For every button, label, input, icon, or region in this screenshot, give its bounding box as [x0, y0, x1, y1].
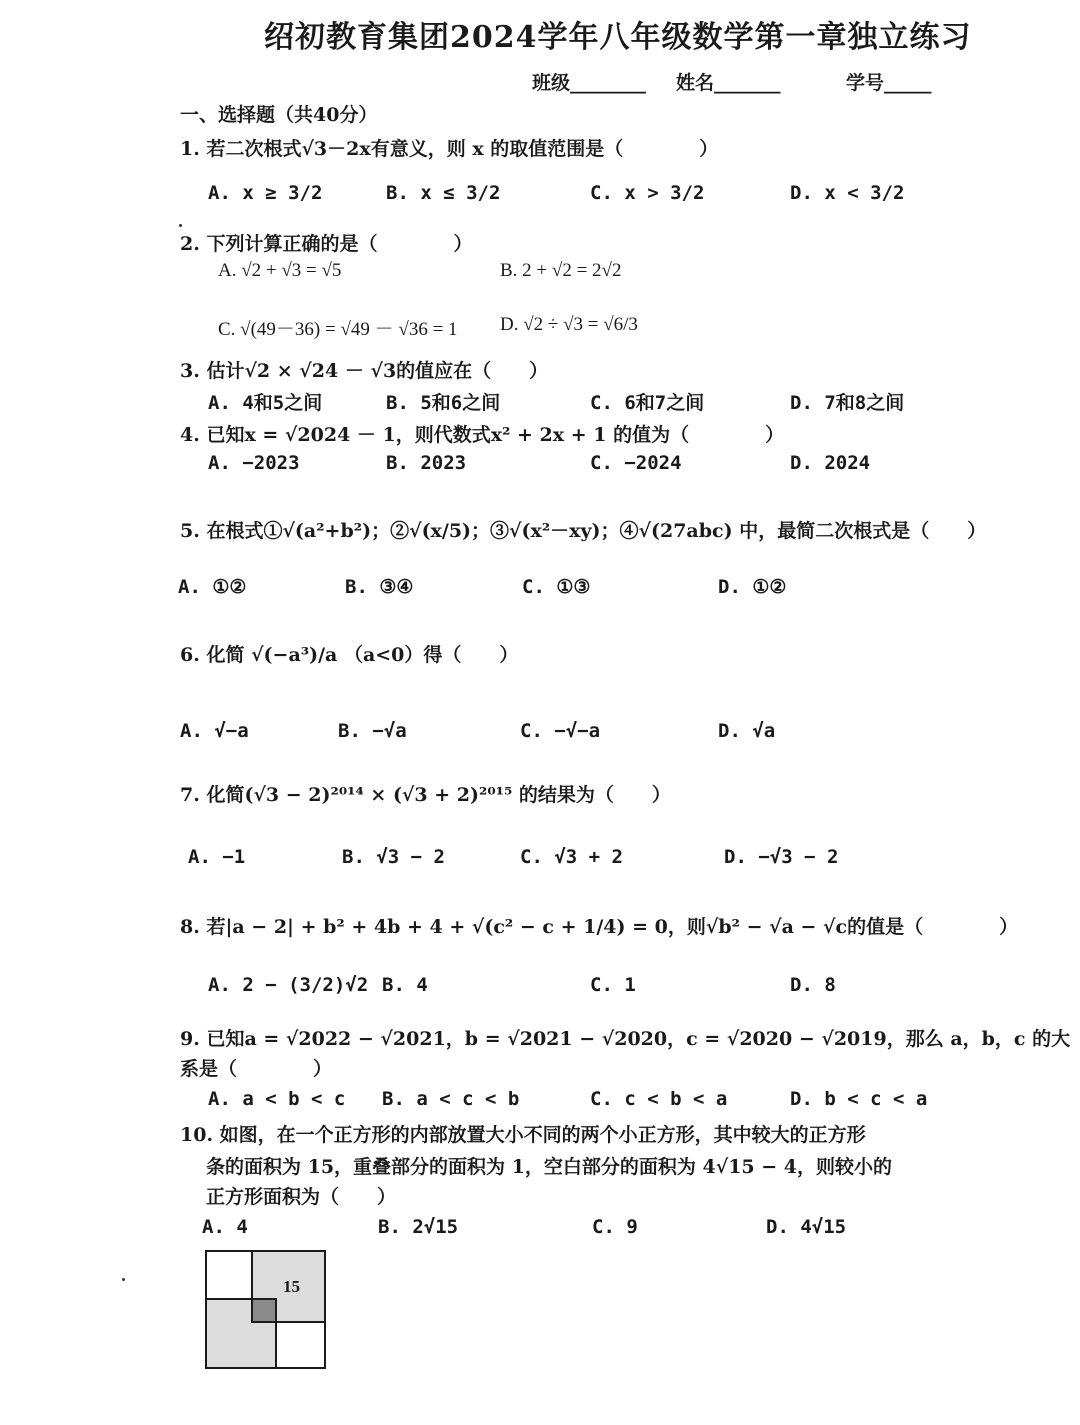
- overlap-region: [251, 1298, 277, 1323]
- question-3-option-a: A. 4和5之间: [208, 392, 323, 414]
- class-field: 班级________: [532, 72, 647, 94]
- question-10-stem-cont2: 正方形面积为（ ）: [206, 1186, 397, 1208]
- question-8-stem: 8. 若|a − 2| + b² + 4b + 4 + √(c² − c + 1/4) = 0，则√b² − √a − √c的值是（ ）: [180, 916, 1019, 938]
- question-2-option-d: D. √2 ÷ √3 = √6/3: [500, 314, 638, 335]
- question-3-option-c: C. 6和7之间: [590, 392, 705, 414]
- question-5-option-a: A. ①②: [178, 576, 247, 598]
- question-3-stem: 3. 估计√2 × √24 － √3的值应在（ ）: [180, 360, 549, 382]
- question-10-option-b: B. 2√15: [378, 1216, 459, 1238]
- question-3-option-d: D. 7和8之间: [790, 392, 905, 414]
- question-5-option-d: D. ①②: [718, 576, 787, 598]
- question-1-option-d: D. x < 3/2: [790, 182, 905, 204]
- question-4-option-b: B. 2023: [386, 452, 467, 474]
- question-10-option-c: C. 9: [592, 1216, 638, 1238]
- question-7-option-a: A. −1: [188, 846, 246, 868]
- question-6-stem: 6. 化简 √(−a³)/a （a<0）得（ ）: [180, 644, 519, 666]
- question-1-stem: 1. 若二次根式√3－2x有意义，则 x 的取值范围是（ ）: [180, 138, 719, 160]
- question-9-stem: 9. 已知a = √2022 − √2021，b = √2021 − √2020，c = √2020 − √2019，那么 a，b，c 的大: [180, 1028, 1071, 1050]
- question-1-option-c: C. x > 3/2: [590, 182, 705, 204]
- section-title: 一、选择题（共40分）: [180, 104, 378, 126]
- question-10-option-a: A. 4: [202, 1216, 248, 1238]
- page-title: 绍初教育集团2024学年八年级数学第一章独立练习: [264, 20, 972, 55]
- question-6-option-c: C. −√−a: [520, 720, 601, 742]
- question-2-option-c: C. √(49－36) = √49 － √36 = 1: [218, 319, 458, 340]
- question-9-option-d: D. b < c < a: [790, 1088, 928, 1110]
- question-3-option-b: B. 5和6之间: [386, 392, 501, 414]
- question-5-option-b: B. ③④: [345, 576, 414, 598]
- larger-square-area-label: 15: [283, 1277, 300, 1296]
- question-8-option-a: A. 2 − (3/2)√2: [208, 974, 369, 996]
- question-5-option-c: C. ①③: [522, 576, 591, 598]
- question-9-stem-cont: 系是（ ）: [180, 1058, 333, 1080]
- question-8-option-d: D. 8: [790, 974, 836, 996]
- question-7-option-c: C. √3 + 2: [520, 846, 623, 868]
- question-6-option-b: B. −√a: [338, 720, 407, 742]
- name-field: 姓名_______: [676, 72, 781, 94]
- question-10-option-d: D. 4√15: [766, 1216, 847, 1238]
- question-4-option-d: D. 2024: [790, 452, 871, 474]
- question-8-option-c: C. 1: [590, 974, 636, 996]
- question-4-stem: 4. 已知x = √2024 － 1，则代数式x² + 2x + 1 的值为（ ）: [180, 424, 785, 446]
- question-1-option-b: B. x ≤ 3/2: [386, 182, 501, 204]
- question-4-option-c: C. −2024: [590, 452, 682, 474]
- question-7-stem: 7. 化简(√3 − 2)²⁰¹⁴ × (√3 + 2)²⁰¹⁵ 的结果为（ ）: [180, 784, 671, 806]
- student-number-field: 学号_____: [846, 72, 932, 94]
- question-1-option-a: A. x ≥ 3/2: [208, 182, 323, 204]
- question-9-option-c: C. c < b < a: [590, 1088, 728, 1110]
- question-9-option-a: A. a < b < c: [208, 1088, 346, 1110]
- question-10-stem-cont: 条的面积为 15，重叠部分的面积为 1，空白部分的面积为 4√15 − 4，则较小的: [206, 1156, 893, 1178]
- question-2-option-b: B. 2 + √2 = 2√2: [500, 260, 622, 281]
- question-6-option-d: D. √a: [718, 720, 776, 742]
- question-8-option-b: B. 4: [382, 974, 428, 996]
- stray-mark: [179, 224, 182, 227]
- square-figure: [205, 1250, 326, 1369]
- question-7-option-d: D. −√3 − 2: [724, 846, 839, 868]
- question-4-option-a: A. −2023: [208, 452, 300, 474]
- question-2-option-a: A. √2 + √3 = √5: [218, 260, 342, 281]
- question-5-stem: 5. 在根式①√(a²+b²)；②√(x/5)；③√(x²－xy)；④√(27abc) 中，最简二次根式是（ ）: [180, 520, 987, 542]
- stray-mark: [122, 1278, 125, 1281]
- question-2-stem: 2. 下列计算正确的是（ ）: [180, 233, 473, 255]
- question-10-stem: 10. 如图，在一个正方形的内部放置大小不同的两个小正方形，其中较大的正方形: [180, 1124, 866, 1146]
- question-6-option-a: A. √−a: [180, 720, 249, 742]
- question-7-option-b: B. √3 − 2: [342, 846, 445, 868]
- question-9-option-b: B. a < c < b: [382, 1088, 520, 1110]
